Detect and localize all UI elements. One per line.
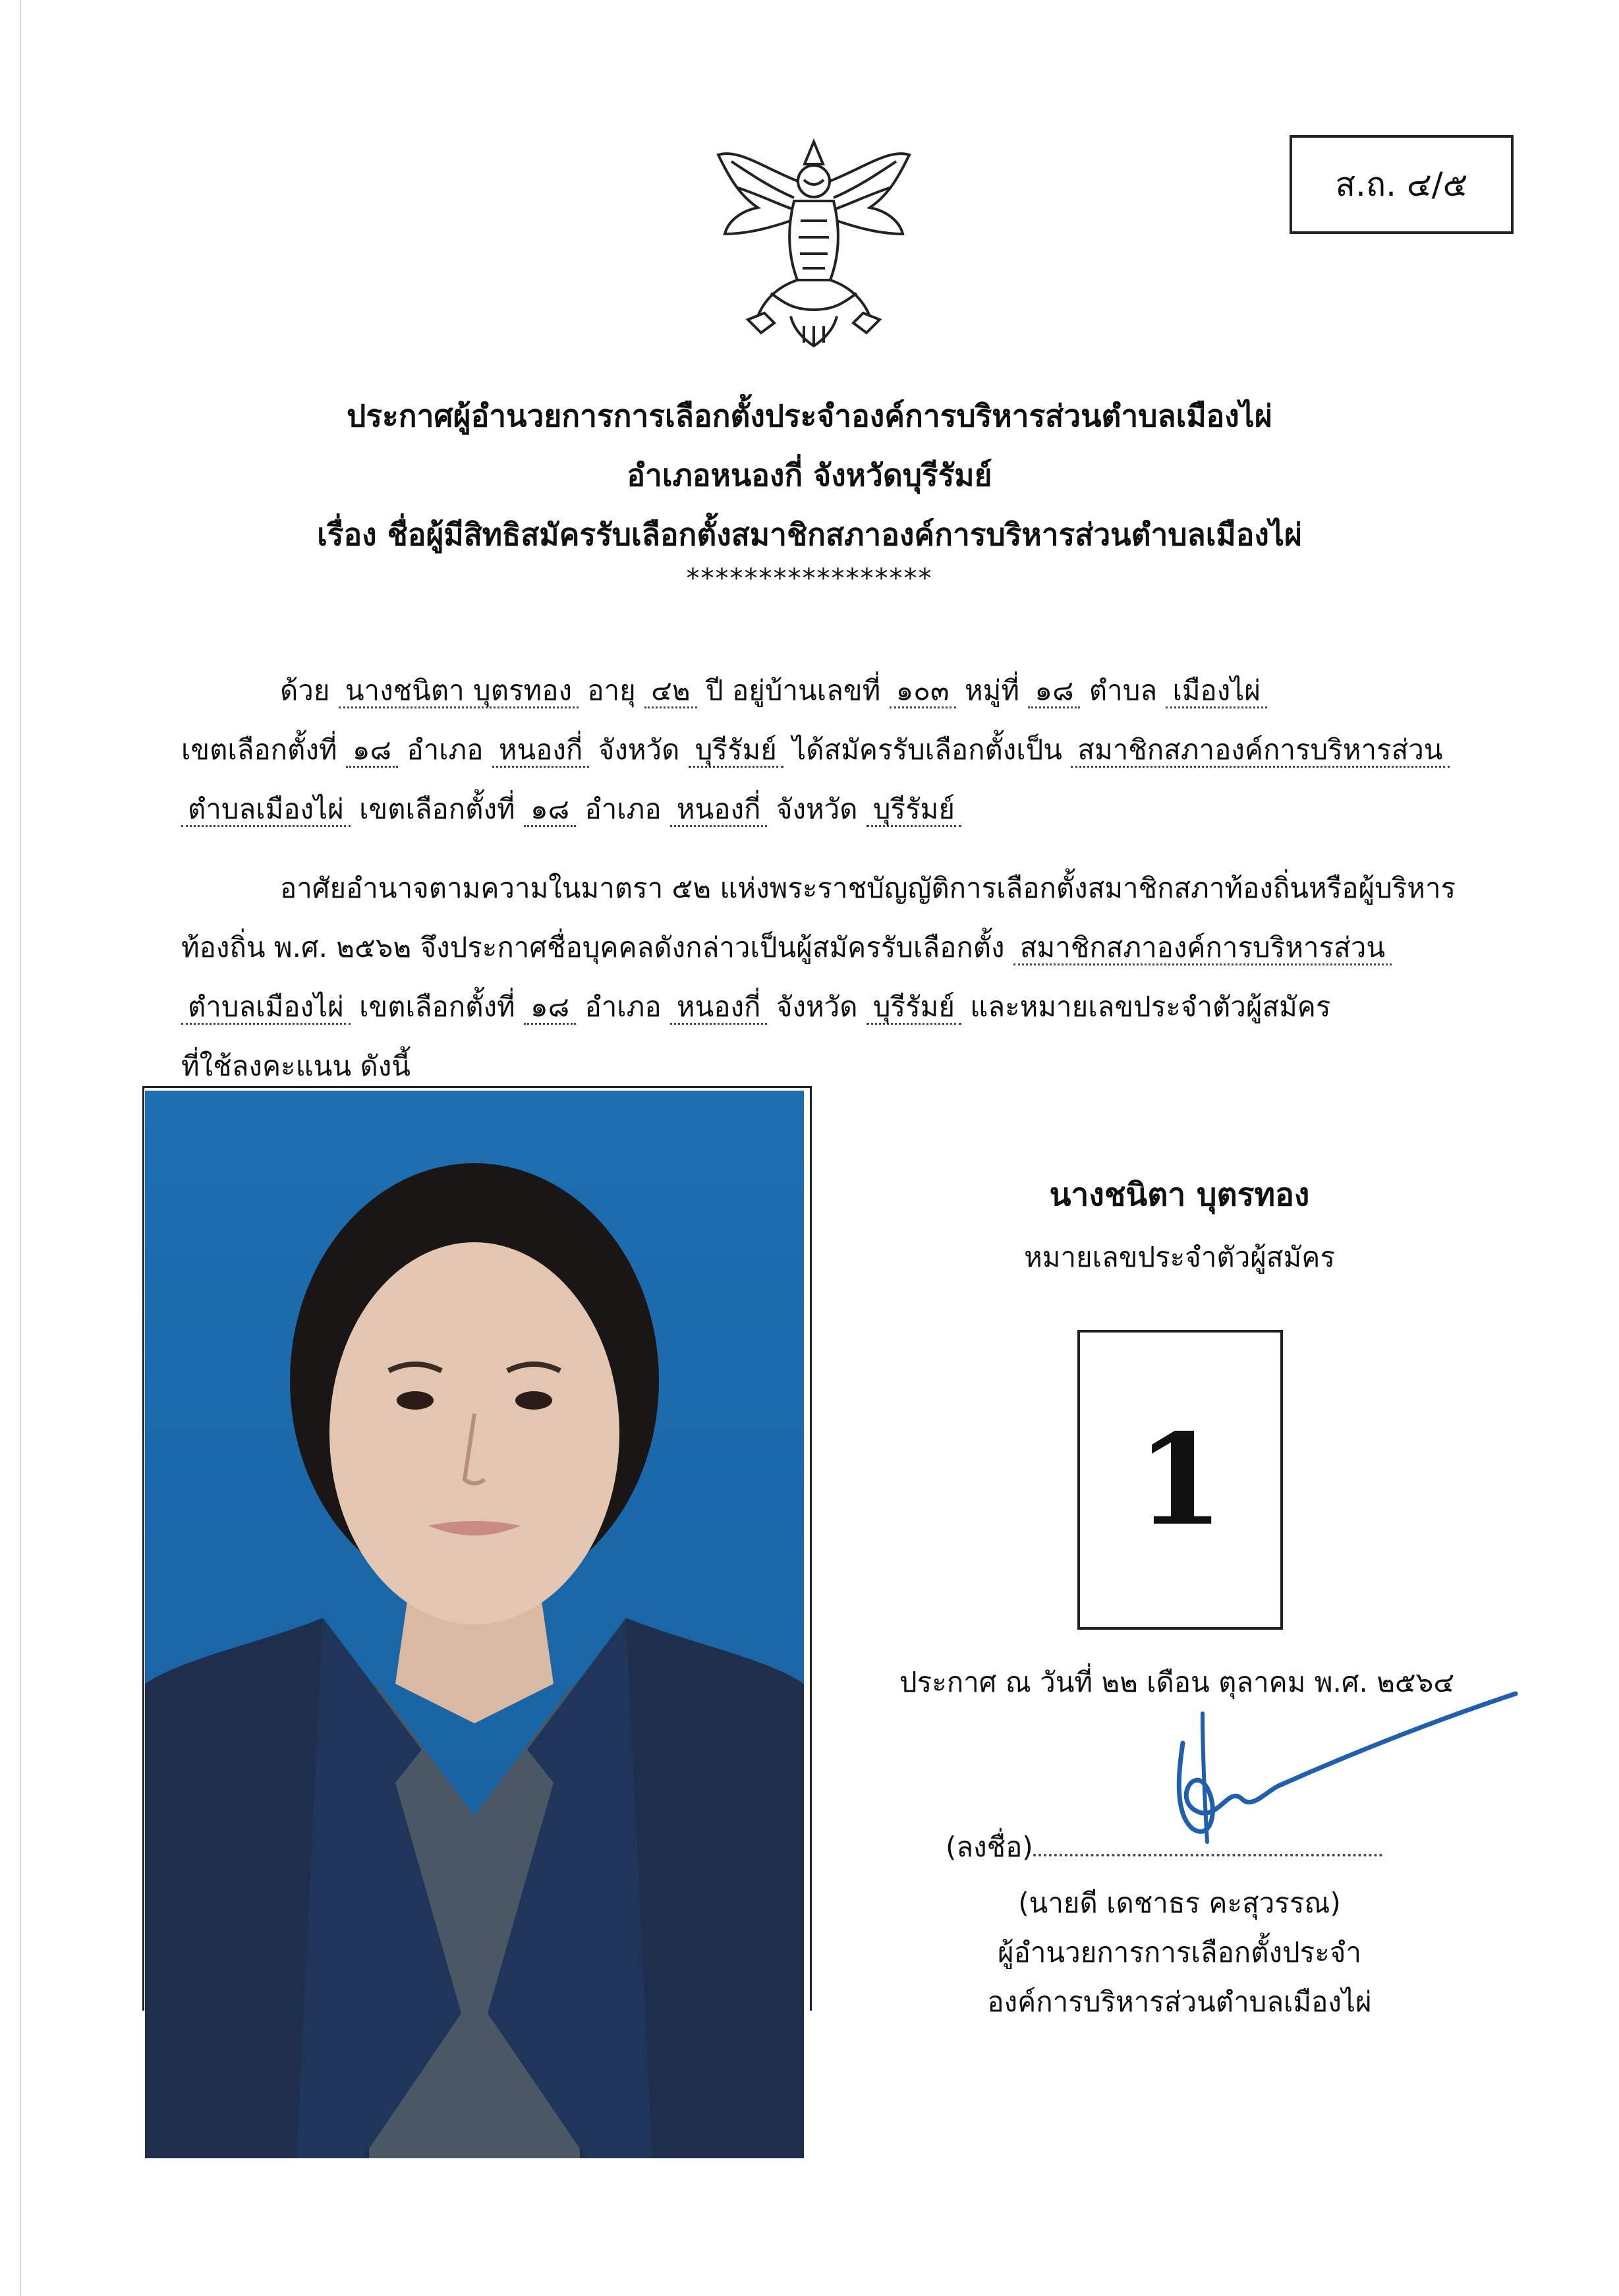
- amphoe-field-2: หนองกี่: [670, 793, 768, 827]
- para2-line4: ที่ใช้ลงคะแนน ดังนี้: [181, 1050, 411, 1082]
- house-no-field: ๑๐๓: [890, 674, 956, 708]
- garuda-emblem-icon: [712, 129, 916, 356]
- para2-line3: ตำบลเมืองไผ่ เขตเลือกตั้งที่ ๑๘ อำเภอ หนองกี่ จังหวัด บุรีรัมย์ และหมายเลขประจำตัวผู้สมัคร: [181, 985, 1330, 1029]
- position-field: สมาชิกสภาองค์การบริหารส่วน: [1071, 733, 1449, 768]
- para2-zone-field: ๑๘: [524, 990, 576, 1025]
- signature-dots: [1033, 1854, 1382, 1856]
- candidate-name: นางชนิตา บุตรทอง: [1049, 1176, 1310, 1213]
- para2-amphoe-field: หนองกี่: [670, 990, 768, 1025]
- signature-line: (ลงชื่อ): [946, 1825, 1382, 1869]
- heading-line-1: ประกาศผู้อำนวยการการเลือกตั้งประจำองค์การบริหารส่วนตำบลเมืองไผ่: [347, 398, 1272, 434]
- zone-field-2: ๑๘: [524, 793, 576, 827]
- para2-line1: อาศัยอำนาจตามความในมาตรา ๕๒ แห่งพระราชบัญญัติการเลือกตั้งสมาชิกสภาท้องถิ่นหรือผู้บริหาร: [280, 872, 1456, 904]
- form-code-box: ส.ถ. ๔/๕: [1290, 135, 1514, 234]
- para2-province-field: บุรีรัมย์: [866, 990, 961, 1025]
- candidate-name-field: นางชนิตา บุตรทอง: [339, 674, 579, 708]
- para1-line1: ด้วย นางชนิตา บุตรทอง อายุ ๔๒ ปี อยู่บ้านเลขที่ ๑๐๓ หมู่ที่ ๑๘ ตำบล เมืองไผ่: [280, 669, 1267, 712]
- candidate-number-caption: หมายเลขประจำตัวผู้สมัคร: [1024, 1241, 1335, 1273]
- age-field: ๔๒: [644, 674, 696, 708]
- zone-field: ๑๘: [346, 733, 398, 768]
- tambon-field: เมืองไผ่: [1166, 674, 1267, 708]
- heading-line-2: อำเภอหนองกี่ จังหวัดบุรีรัมย์: [627, 457, 992, 493]
- signer-title-2: องค์การบริหารส่วนตำบลเมืองไผ่: [987, 1986, 1372, 2018]
- heading-subject: เรื่อง ชื่อผู้มีสิทธิสมัครรับเลือกตั้งสมาชิกสภาองค์การบริหารส่วนตำบลเมืองไผ่: [317, 517, 1302, 552]
- province-field-2: บุรีรัมย์: [866, 793, 961, 827]
- candidate-photo: [145, 1091, 804, 2158]
- signer-name: (นายดี เดชาธร คะสุวรรณ): [1018, 1887, 1341, 1919]
- candidate-number-box: 1: [1077, 1330, 1283, 1630]
- amphoe-field: หนองกี่: [492, 733, 590, 768]
- position-field-cont: ตำบลเมืองไผ่: [181, 793, 351, 827]
- para2-position-field-cont: ตำบลเมืองไผ่: [181, 990, 351, 1025]
- para1-line2: เขตเลือกตั้งที่ ๑๘ อำเภอ หนองกี่ จังหวัด บุรีรัมย์ ได้สมัครรับเลือกตั้งเป็น สมาชิกสภาองค์การบริหารส่วน: [181, 728, 1450, 772]
- para1-line3: ตำบลเมืองไผ่ เขตเลือกตั้งที่ ๑๘ อำเภอ หนองกี่ จังหวัด บุรีรัมย์: [181, 788, 961, 831]
- para2-position-field: สมาชิกสภาองค์การบริหารส่วน: [1013, 931, 1392, 965]
- portrait-illustration: [145, 1091, 804, 2158]
- signer-title-1: ผู้อำนวยการการเลือกตั้งประจำ: [998, 1936, 1361, 1968]
- province-field: บุรีรัมย์: [689, 733, 783, 768]
- moo-field: ๑๘: [1028, 674, 1080, 708]
- scan-edge: [20, 0, 21, 2296]
- heading-stars: *****************: [686, 563, 933, 594]
- announcement-date: ประกาศ ณ วันที่ ๒๒ เดือน ตุลาคม พ.ศ. ๒๕๖๔: [899, 1666, 1455, 1698]
- para2-line2: ท้องถิ่น พ.ศ. ๒๕๖๒ จึงประกาศชื่อบุคคลดังกล่าวเป็นผู้สมัครรับเลือกตั้ง สมาชิกสภาองค์การบริหารส่วน: [181, 926, 1392, 969]
